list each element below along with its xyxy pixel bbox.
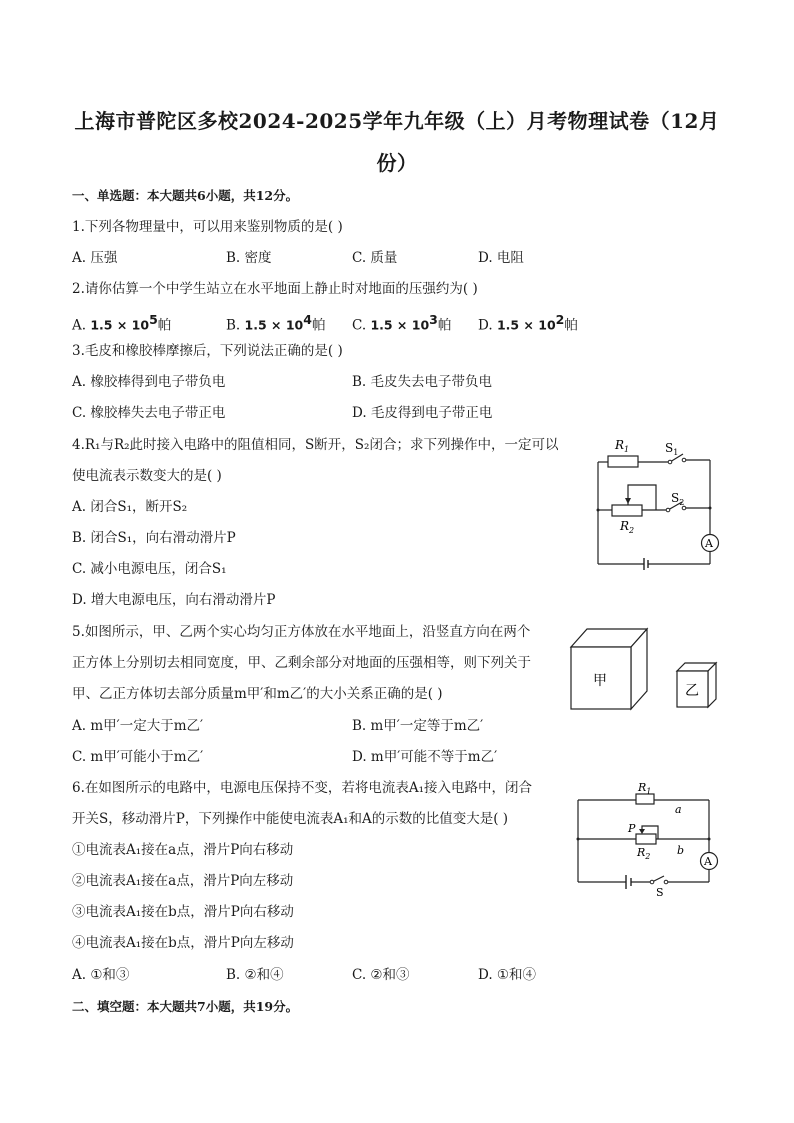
q2-option-b[interactable]	[226, 310, 325, 336]
q6-switch-s-label: S	[656, 886, 664, 898]
q6-point-a-label: a	[675, 803, 682, 816]
question-5-stem-line-3: 甲、乙正方体切去部分质量m甲′和m乙′的大小关系正确的是( )	[72, 686, 443, 702]
question-5-stem-line-2: 正方体上分别切去相同宽度，甲、乙剩余部分对地面的压强相等，则下列关于	[72, 655, 531, 671]
q4-r2-label: $R_2$	[620, 519, 635, 535]
q1-option-b[interactable]: B. 密度	[226, 250, 272, 266]
q6-statement-2: ②电流表A₁接在a点，滑片P向左移动	[72, 873, 294, 889]
q4-option-c[interactable]: C. 减小电源电压，闭合S₁	[72, 561, 227, 577]
q4-s1-label: $S_1$	[665, 441, 679, 457]
question-6-stem-line-1: 6.在如图所示的电路中，电源电压保持不变，若将电流表A₁接入电路中，闭合	[72, 780, 533, 796]
q2-option-d-label: D.	[478, 317, 493, 334]
question-4-stem-line-2: 使电流表示数变大的是( )	[72, 468, 222, 484]
q1-option-d[interactable]: D. 电阻	[478, 250, 524, 266]
question-3-stem: 3.毛皮和橡胶棒摩擦后，下列说法正确的是( )	[72, 343, 343, 359]
q5-cube-yi-label: 乙	[685, 683, 699, 699]
q3-option-b[interactable]: B. 毛皮失去电子带负电	[352, 374, 493, 390]
q6-ammeter-label: A	[704, 855, 712, 868]
q6-statement-3: ③电流表A₁接在b点，滑片P向右移动	[72, 904, 294, 920]
q2-option-b-exponent: 4	[303, 312, 312, 327]
q4-ammeter-label: A	[705, 537, 713, 550]
q2-option-c-unit: 帕	[437, 317, 452, 334]
q2-option-a[interactable]	[72, 310, 171, 336]
q4-circuit-diagram	[590, 432, 730, 572]
q2-option-d-unit: 帕	[564, 317, 578, 334]
exam-title	[60, 100, 734, 184]
q5-cube-jia-label: 甲	[593, 673, 607, 689]
q2-option-a-unit: 帕	[157, 317, 172, 334]
section-heading-single-choice: 一、单选题：本大题共6小题，共12分。	[72, 188, 299, 203]
q6-option-a[interactable]: A. ①和③	[72, 967, 130, 983]
question-5-stem-line-1: 5.如图所示，甲、乙两个实心均匀正方体放在水平地面上，沿竖直方向在两个	[72, 624, 531, 640]
q2-option-b-unit: 帕	[311, 317, 326, 334]
q6-slider-p-label: P	[628, 822, 636, 835]
q5-option-b[interactable]: B. m甲′一定等于m乙′	[352, 718, 484, 734]
question-4-stem-line-1: 4.R₁与R₂此时接入电路中的阻值相同，S断开，S₂闭合；求下列操作中，一定可以	[72, 437, 559, 453]
q2-option-b-label: B.	[226, 317, 241, 334]
q6-point-b-label: b	[677, 844, 685, 857]
q4-option-a[interactable]: A. 闭合S₁，断开S₂	[72, 499, 188, 515]
q4-r1-label: $R_1$	[615, 438, 630, 454]
q2-option-d-mantissa: 1.5 × 10	[496, 317, 556, 333]
q4-option-d[interactable]: D. 增大电源电压，向右滑动滑片P	[72, 592, 276, 608]
q2-option-c[interactable]	[352, 310, 451, 336]
question-6-stem-line-2: 开关S，移动滑片P，下列操作中能使电流表A₁和A的示数的比值变大是( )	[72, 811, 509, 827]
q6-statement-1: ①电流表A₁接在a点，滑片P向右移动	[72, 842, 294, 858]
q5-option-d[interactable]: D. m甲′可能不等于m乙′	[352, 749, 498, 765]
title-line-1: 上海市普陀区多校2024-2025学年九年级（上）月考物理试卷（12月	[74, 109, 720, 133]
q2-option-a-label: A.	[72, 317, 87, 334]
q3-option-a[interactable]: A. 橡胶棒得到电子带负电	[72, 374, 226, 390]
section-heading-fill-blank: 二、填空题：本大题共7小题，共19分。	[72, 999, 299, 1014]
title-line-2: 份）	[376, 151, 418, 175]
q2-option-d-exponent: 2	[555, 312, 565, 327]
q6-circuit-diagram	[572, 780, 724, 898]
q6-option-d[interactable]: D. ①和④	[478, 967, 537, 983]
q3-option-d[interactable]: D. 毛皮得到电子带正电	[352, 405, 493, 421]
question-1-stem: 1.下列各物理量中，可以用来鉴别物质的是( )	[72, 219, 343, 235]
q5-option-c[interactable]: C. m甲′可能小于m乙′	[72, 749, 204, 765]
q3-option-c[interactable]: C. 橡胶棒失去电子带正电	[72, 405, 226, 421]
q6-r1-label: $R_1$	[638, 781, 652, 796]
q2-option-c-mantissa: 1.5 × 10	[370, 317, 430, 333]
q5-option-a[interactable]: A. m甲′一定大于m乙′	[72, 718, 204, 734]
q1-option-c[interactable]: C. 质量	[352, 250, 398, 266]
q2-option-a-exponent: 5	[149, 312, 158, 327]
q2-option-d[interactable]	[478, 310, 578, 336]
q6-option-c[interactable]: C. ②和③	[352, 967, 410, 983]
q2-option-a-mantissa: 1.5 × 10	[90, 317, 150, 333]
q2-option-c-label: C.	[352, 317, 367, 334]
q4-option-b[interactable]: B. 闭合S₁，向右滑动滑片P	[72, 530, 236, 546]
q1-option-a[interactable]: A. 压强	[72, 250, 118, 266]
question-2-stem: 2.请你估算一个中学生站立在水平地面上静止时对地面的压强约为( )	[72, 281, 478, 297]
q6-r2-label: $R_2$	[637, 846, 651, 861]
q6-statement-4: ④电流表A₁接在b点，滑片P向左移动	[72, 935, 294, 951]
q6-option-b[interactable]: B. ②和④	[226, 967, 284, 983]
q4-s2-label: $S_2$	[671, 491, 685, 507]
q2-option-b-mantissa: 1.5 × 10	[244, 317, 304, 333]
q5-cubes-diagram	[565, 625, 730, 715]
q2-option-c-exponent: 3	[429, 312, 438, 327]
